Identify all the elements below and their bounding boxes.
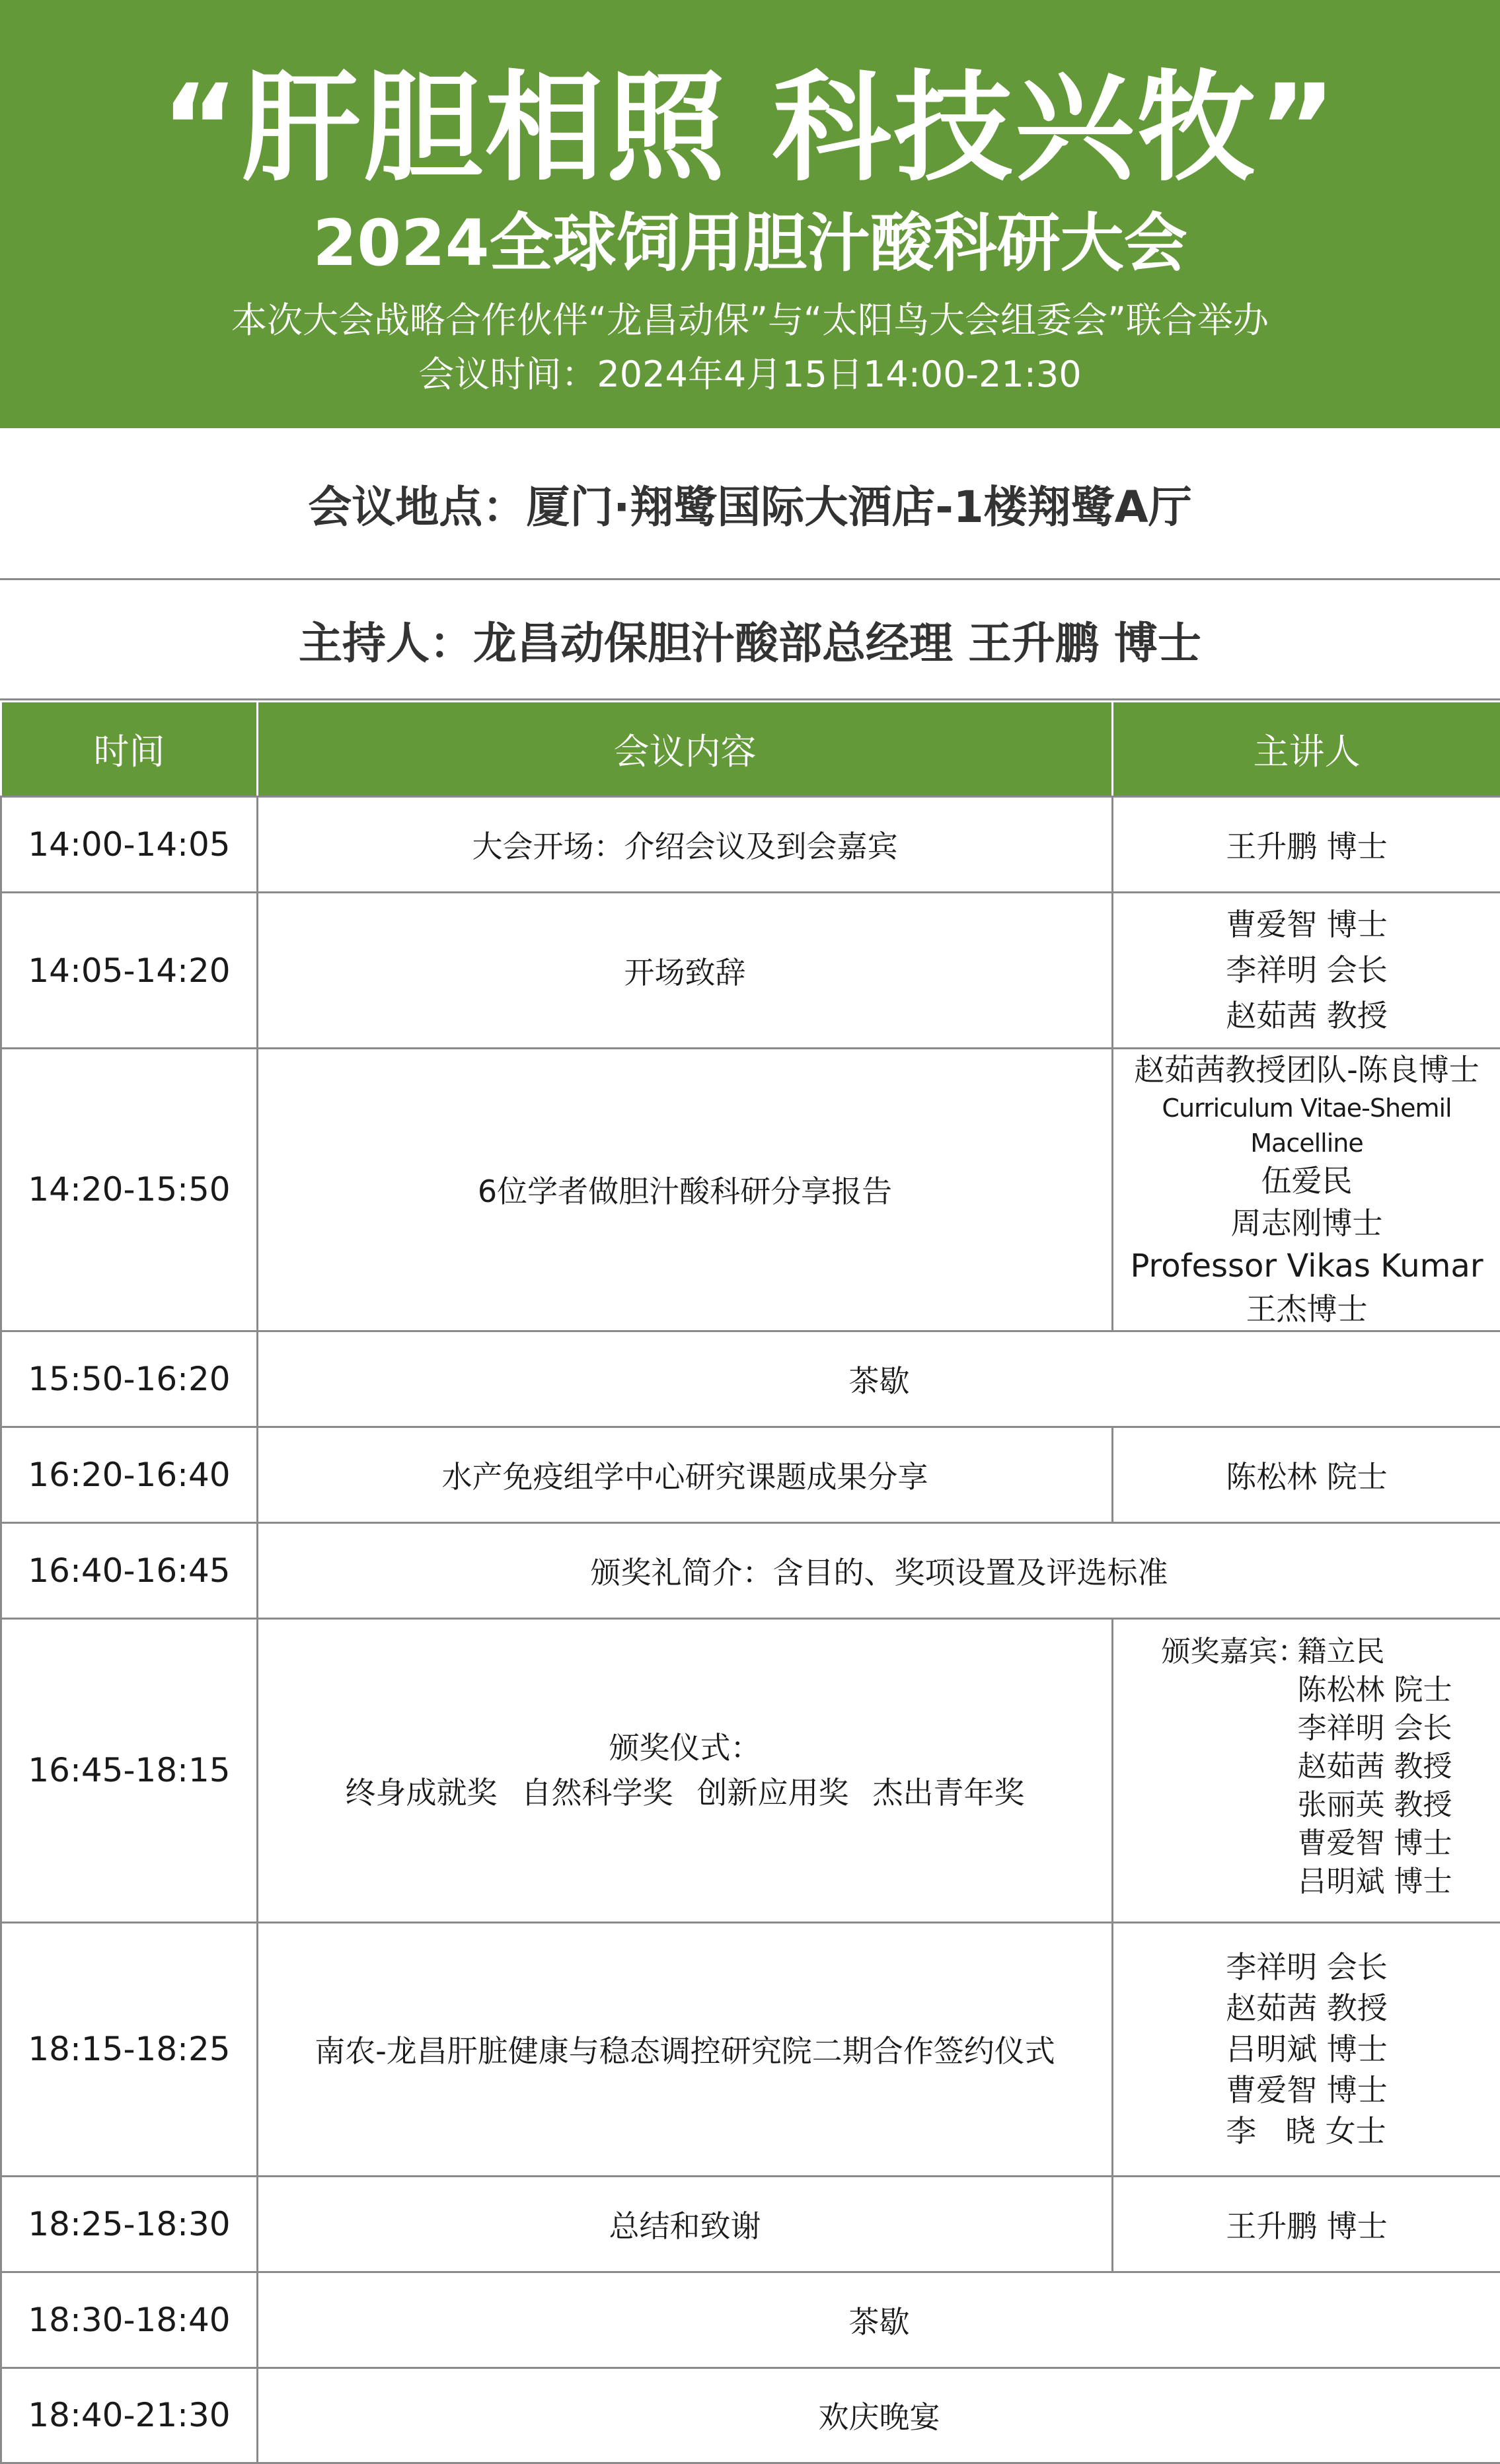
- speaker-name: 李祥明 会长: [1113, 948, 1500, 993]
- ceremony-title: 颁奖仪式：: [258, 1725, 1111, 1770]
- row-time: 16:40-16:45: [1, 1522, 258, 1618]
- header-speaker: 主讲人: [1113, 702, 1500, 797]
- row-content: 欢庆晚宴: [258, 2368, 1500, 2463]
- host-bar: [0, 580, 1500, 700]
- conference-title: 2024全球饲用胆汁酸科研大会: [0, 211, 1500, 275]
- speaker-name: 赵茹茜 教授: [1226, 1988, 1388, 2029]
- table-row: [1, 1922, 1500, 2176]
- row-content: 大会开场：介绍会议及到会嘉宾: [258, 797, 1113, 893]
- speaker-name: 曹爱智 博士: [1113, 902, 1500, 948]
- speaker-name: 李 晓 女士: [1226, 2110, 1388, 2151]
- row-time: 14:00-14:05: [1, 797, 258, 893]
- row-content: 开场致辞: [258, 893, 1113, 1049]
- header-content: 会议内容: [258, 702, 1113, 797]
- presenter-name: 陈松林 院士: [1298, 1671, 1452, 1709]
- venue-bar: [0, 428, 1500, 580]
- table-row: [1, 797, 1500, 893]
- row-content: 水产免疫组学中心研究课题成果分享: [258, 1427, 1113, 1522]
- presenter-name: 张丽英 教授: [1298, 1786, 1452, 1824]
- award-item: 杰出青年奖: [873, 1770, 1025, 1815]
- organizers-note: 本次大会战略合作伙伴“龙昌动保”与“太阳鸟大会组委会”联合举办: [0, 303, 1500, 338]
- table-row: [1, 893, 1500, 1049]
- header-time: 时间: [1, 702, 258, 797]
- row-content: 南农-龙昌肝脏健康与稳态调控研究院二期合作签约仪式: [258, 1922, 1113, 2176]
- row-time: 16:45-18:15: [1, 1618, 258, 1922]
- table-row: [1, 1522, 1500, 1618]
- speaker-name: Professor Vikas Kumar: [1113, 1244, 1500, 1288]
- table-row: [1, 1049, 1500, 1331]
- presenter-name: 李祥明 会长: [1298, 1709, 1452, 1748]
- row-content: 茶歇: [258, 2272, 1500, 2368]
- host-text: 主持人：龙昌动保胆汁酸部总经理 王升鹏 博士: [299, 608, 1201, 671]
- row-speakers: [1113, 893, 1500, 1049]
- row-time: 18:40-21:30: [1, 2368, 258, 2463]
- speaker-name: Curriculum Vitae-Shemil Macelline: [1113, 1091, 1500, 1160]
- row-content: [258, 1618, 1113, 1922]
- row-content: 6位学者做胆汁酸科研分享报告: [258, 1049, 1113, 1331]
- row-time: 14:20-15:50: [1, 1049, 258, 1331]
- speaker-name: 伍爱民: [1113, 1160, 1500, 1202]
- award-item: 自然科学奖: [521, 1770, 673, 1815]
- row-speaker: 王升鹏 博士: [1113, 2176, 1500, 2272]
- table-row: [1, 1331, 1500, 1427]
- table-row: [1, 1427, 1500, 1522]
- presenter-name: 曹爱智 博士: [1298, 1824, 1452, 1863]
- speaker-name: 周志刚博士: [1113, 1203, 1500, 1244]
- row-time: 18:15-18:25: [1, 1922, 258, 2176]
- table-row: [1, 2272, 1500, 2368]
- speaker-name: 王杰博士: [1113, 1288, 1500, 1330]
- row-time: 18:30-18:40: [1, 2272, 258, 2368]
- schedule-table: [0, 700, 1500, 2464]
- row-time: 15:50-16:20: [1, 1331, 258, 1427]
- header-banner: [0, 0, 1500, 428]
- row-speakers: [1113, 1049, 1500, 1331]
- venue-text: 会议地点：厦门·翔鹭国际大酒店-1楼翔鹭A厅: [308, 472, 1191, 535]
- row-content: 总结和致谢: [258, 2176, 1113, 2272]
- row-speaker: 王升鹏 博士: [1113, 797, 1500, 893]
- table-header-row: [1, 702, 1500, 797]
- presenter-name: 赵茹茜 教授: [1298, 1748, 1452, 1786]
- row-time: 14:05-14:20: [1, 893, 258, 1049]
- row-time: 16:20-16:40: [1, 1427, 258, 1522]
- row-speakers: [1113, 1618, 1500, 1922]
- speaker-name: 李祥明 会长: [1226, 1947, 1388, 1988]
- main-title: “肝胆相照 科技兴牧”: [0, 69, 1500, 188]
- table-row: [1, 2368, 1500, 2463]
- meeting-time: 会议时间：2024年4月15日14:00-21:30: [0, 357, 1500, 392]
- speaker-name: 曹爱智 博士: [1226, 2070, 1388, 2110]
- award-list: [258, 1770, 1111, 1815]
- presenter-label: 颁奖嘉宾：: [1162, 1633, 1298, 1671]
- row-speaker: 陈松林 院士: [1113, 1427, 1500, 1522]
- speaker-name: 赵茹茜 教授: [1113, 993, 1500, 1039]
- presenter-list: [1162, 1633, 1452, 1901]
- presenter-name: 吕明斌 博士: [1298, 1863, 1452, 1901]
- row-content: 颁奖礼简介：含目的、奖项设置及评选标准: [258, 1522, 1500, 1618]
- row-speakers: [1113, 1922, 1500, 2176]
- table-row: [1, 2176, 1500, 2272]
- speaker-name: 赵茹茜教授团队-陈良博士: [1113, 1049, 1500, 1091]
- award-item: 终身成就奖: [346, 1770, 498, 1815]
- table-row: [1, 1618, 1500, 1922]
- speaker-name: 吕明斌 博士: [1226, 2029, 1388, 2070]
- award-item: 创新应用奖: [697, 1770, 849, 1815]
- row-time: 18:25-18:30: [1, 2176, 258, 2272]
- signer-list: [1226, 1947, 1388, 2151]
- row-content: 茶歇: [258, 1331, 1500, 1427]
- presenter-name: 籍立民: [1298, 1633, 1385, 1671]
